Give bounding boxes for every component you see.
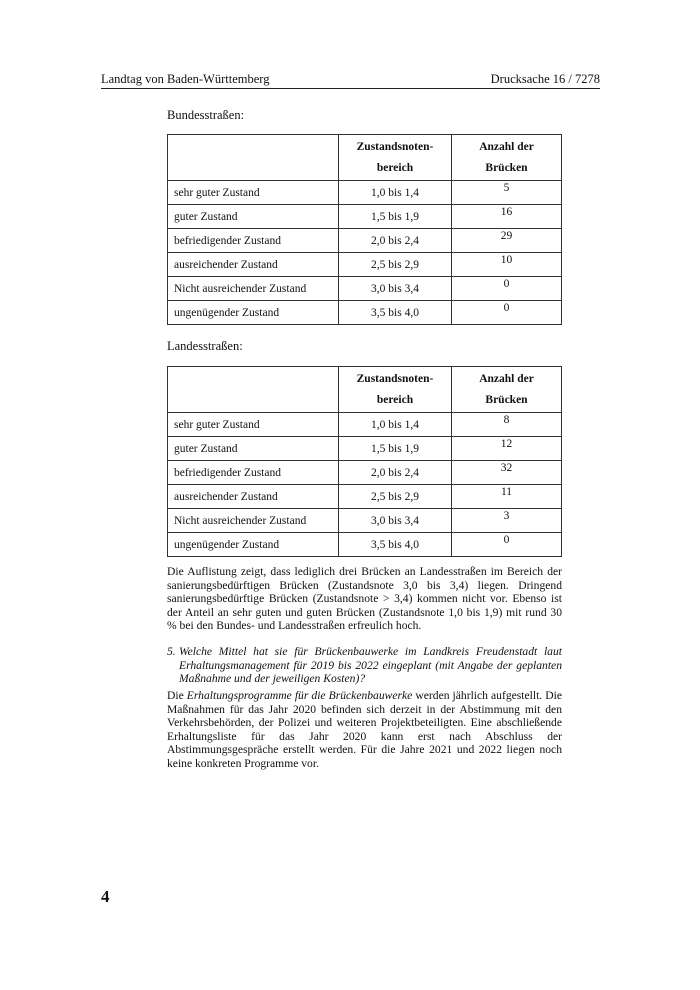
cell-zustand: sehr guter Zustand	[168, 181, 339, 205]
cell-zustand: ausreichender Zustand	[168, 253, 339, 277]
cell-bereich: 2,0 bis 2,4	[339, 229, 452, 253]
table-bundesstrassen	[167, 134, 562, 325]
page-number: 4	[101, 887, 110, 906]
table-landesstrassen	[167, 366, 562, 557]
cell-bereich: 3,5 bis 4,0	[339, 533, 452, 557]
column-header-anzahl-text: Anzahl der Brücken	[479, 372, 534, 406]
cell-anzahl: 29	[452, 229, 562, 253]
column-header-zustandsnotenbereich	[339, 135, 452, 181]
cell-bereich: 3,0 bis 3,4	[339, 277, 452, 301]
cell-zustand: guter Zustand	[168, 437, 339, 461]
table-row	[168, 437, 562, 461]
cell-bereich: 1,5 bis 1,9	[339, 205, 452, 229]
answer-emphasis: Erhaltungsprogramme für die Brückenbauwerke	[186, 689, 413, 702]
cell-zustand: ungenügender Zustand	[168, 533, 339, 557]
column-header-zustandsnotenbereich-text: Zustandsnoten- bereich	[356, 372, 434, 406]
section-title-bundesstrassen: Bundesstraßen:	[167, 108, 245, 122]
cell-anzahl: 10	[452, 253, 562, 277]
cell-bereich: 3,0 bis 3,4	[339, 509, 452, 533]
paragraph-auflistung: Die Auflistung zeigt, dass lediglich drei Brücken an Landesstraßen im Bereich der sanierungsbedürftigen Brücken (Zustandsnote 3,0 bis 3,4) liegen. Dringend sanierungsbedürftige Brücken (Zustandsnote > 3,4) kommen nicht vor. Ebenso ist der Anteil an sehr guten und guten Brücken (Zustandsnote 1,0 bis 1,9) mit rund 30 % bei den Bundes- und Landesstraßen erfreulich hoch.	[167, 565, 562, 633]
column-header-empty	[168, 367, 339, 413]
table-row	[168, 509, 562, 533]
cell-zustand: ungenügender Zustand	[168, 301, 339, 325]
cell-zustand: befriedigender Zustand	[168, 229, 339, 253]
cell-anzahl: 32	[452, 461, 562, 485]
cell-anzahl: 12	[452, 437, 562, 461]
cell-bereich: 1,0 bis 1,4	[339, 181, 452, 205]
paragraph-answer	[167, 689, 562, 771]
cell-anzahl: 0	[452, 533, 562, 557]
cell-anzahl: 8	[452, 413, 562, 437]
column-header-zustandsnotenbereich-text: Zustandsnoten- bereich	[356, 140, 434, 174]
table-row	[168, 301, 562, 325]
column-header-zustandsnotenbereich	[339, 367, 452, 413]
cell-anzahl: 3	[452, 509, 562, 533]
question-5	[167, 645, 562, 686]
header-left: Landtag von Baden-Württemberg	[101, 72, 270, 86]
cell-zustand: Nicht ausreichender Zustand	[168, 509, 339, 533]
cell-anzahl: 16	[452, 205, 562, 229]
question-text: Welche Mittel hat sie für Brückenbauwerke im Landkreis Freudenstadt laut Erhaltungsmanagement für 2019 bis 2022 eingeplant (mit Angabe der geplanten Maßnahme und der jeweiligen Kosten)?	[179, 645, 562, 686]
table-row	[168, 229, 562, 253]
table-row	[168, 533, 562, 557]
question-number: 5.	[167, 645, 176, 658]
table-row	[168, 461, 562, 485]
cell-zustand: befriedigender Zustand	[168, 461, 339, 485]
answer-rest: werden jährlich aufgestellt. Die Maßnahmen für das Jahr 2020 befinden sich derzeit in der Abstimmung mit den Verkehrsbehörden, der Polizei und weiteren Projektbeteiligten. Eine abschließende Erhaltungsliste für das Jahr 2020 kann erst nach Abschluss der Abstimmungsgespräche erstellt werden. Für die Jahre 2021 und 2022 liegen noch keine konkreten Programme vor.	[167, 689, 562, 770]
table-row	[168, 277, 562, 301]
column-header-anzahl	[452, 367, 562, 413]
cell-anzahl: 11	[452, 485, 562, 509]
cell-zustand: sehr guter Zustand	[168, 413, 339, 437]
cell-anzahl: 0	[452, 301, 562, 325]
cell-bereich: 2,0 bis 2,4	[339, 461, 452, 485]
table-row	[168, 253, 562, 277]
table-row	[168, 485, 562, 509]
cell-bereich: 2,5 bis 2,9	[339, 485, 452, 509]
table-row	[168, 413, 562, 437]
cell-bereich: 1,0 bis 1,4	[339, 413, 452, 437]
column-header-anzahl	[452, 135, 562, 181]
cell-zustand: ausreichender Zustand	[168, 485, 339, 509]
column-header-empty	[168, 135, 339, 181]
header-right: Drucksache 16 / 7278	[490, 72, 600, 86]
header-rule	[101, 88, 600, 89]
answer-prefix: Die	[167, 689, 187, 702]
cell-anzahl: 5	[452, 181, 562, 205]
cell-zustand: guter Zustand	[168, 205, 339, 229]
cell-bereich: 1,5 bis 1,9	[339, 437, 452, 461]
table-row	[168, 181, 562, 205]
table-row	[168, 205, 562, 229]
cell-zustand: Nicht ausreichender Zustand	[168, 277, 339, 301]
cell-bereich: 3,5 bis 4,0	[339, 301, 452, 325]
table-header-row	[168, 367, 562, 413]
table-header-row	[168, 135, 562, 181]
cell-anzahl: 0	[452, 277, 562, 301]
cell-bereich: 2,5 bis 2,9	[339, 253, 452, 277]
section-title-landesstrassen: Landesstraßen:	[167, 339, 243, 353]
column-header-anzahl-text: Anzahl der Brücken	[479, 140, 534, 174]
